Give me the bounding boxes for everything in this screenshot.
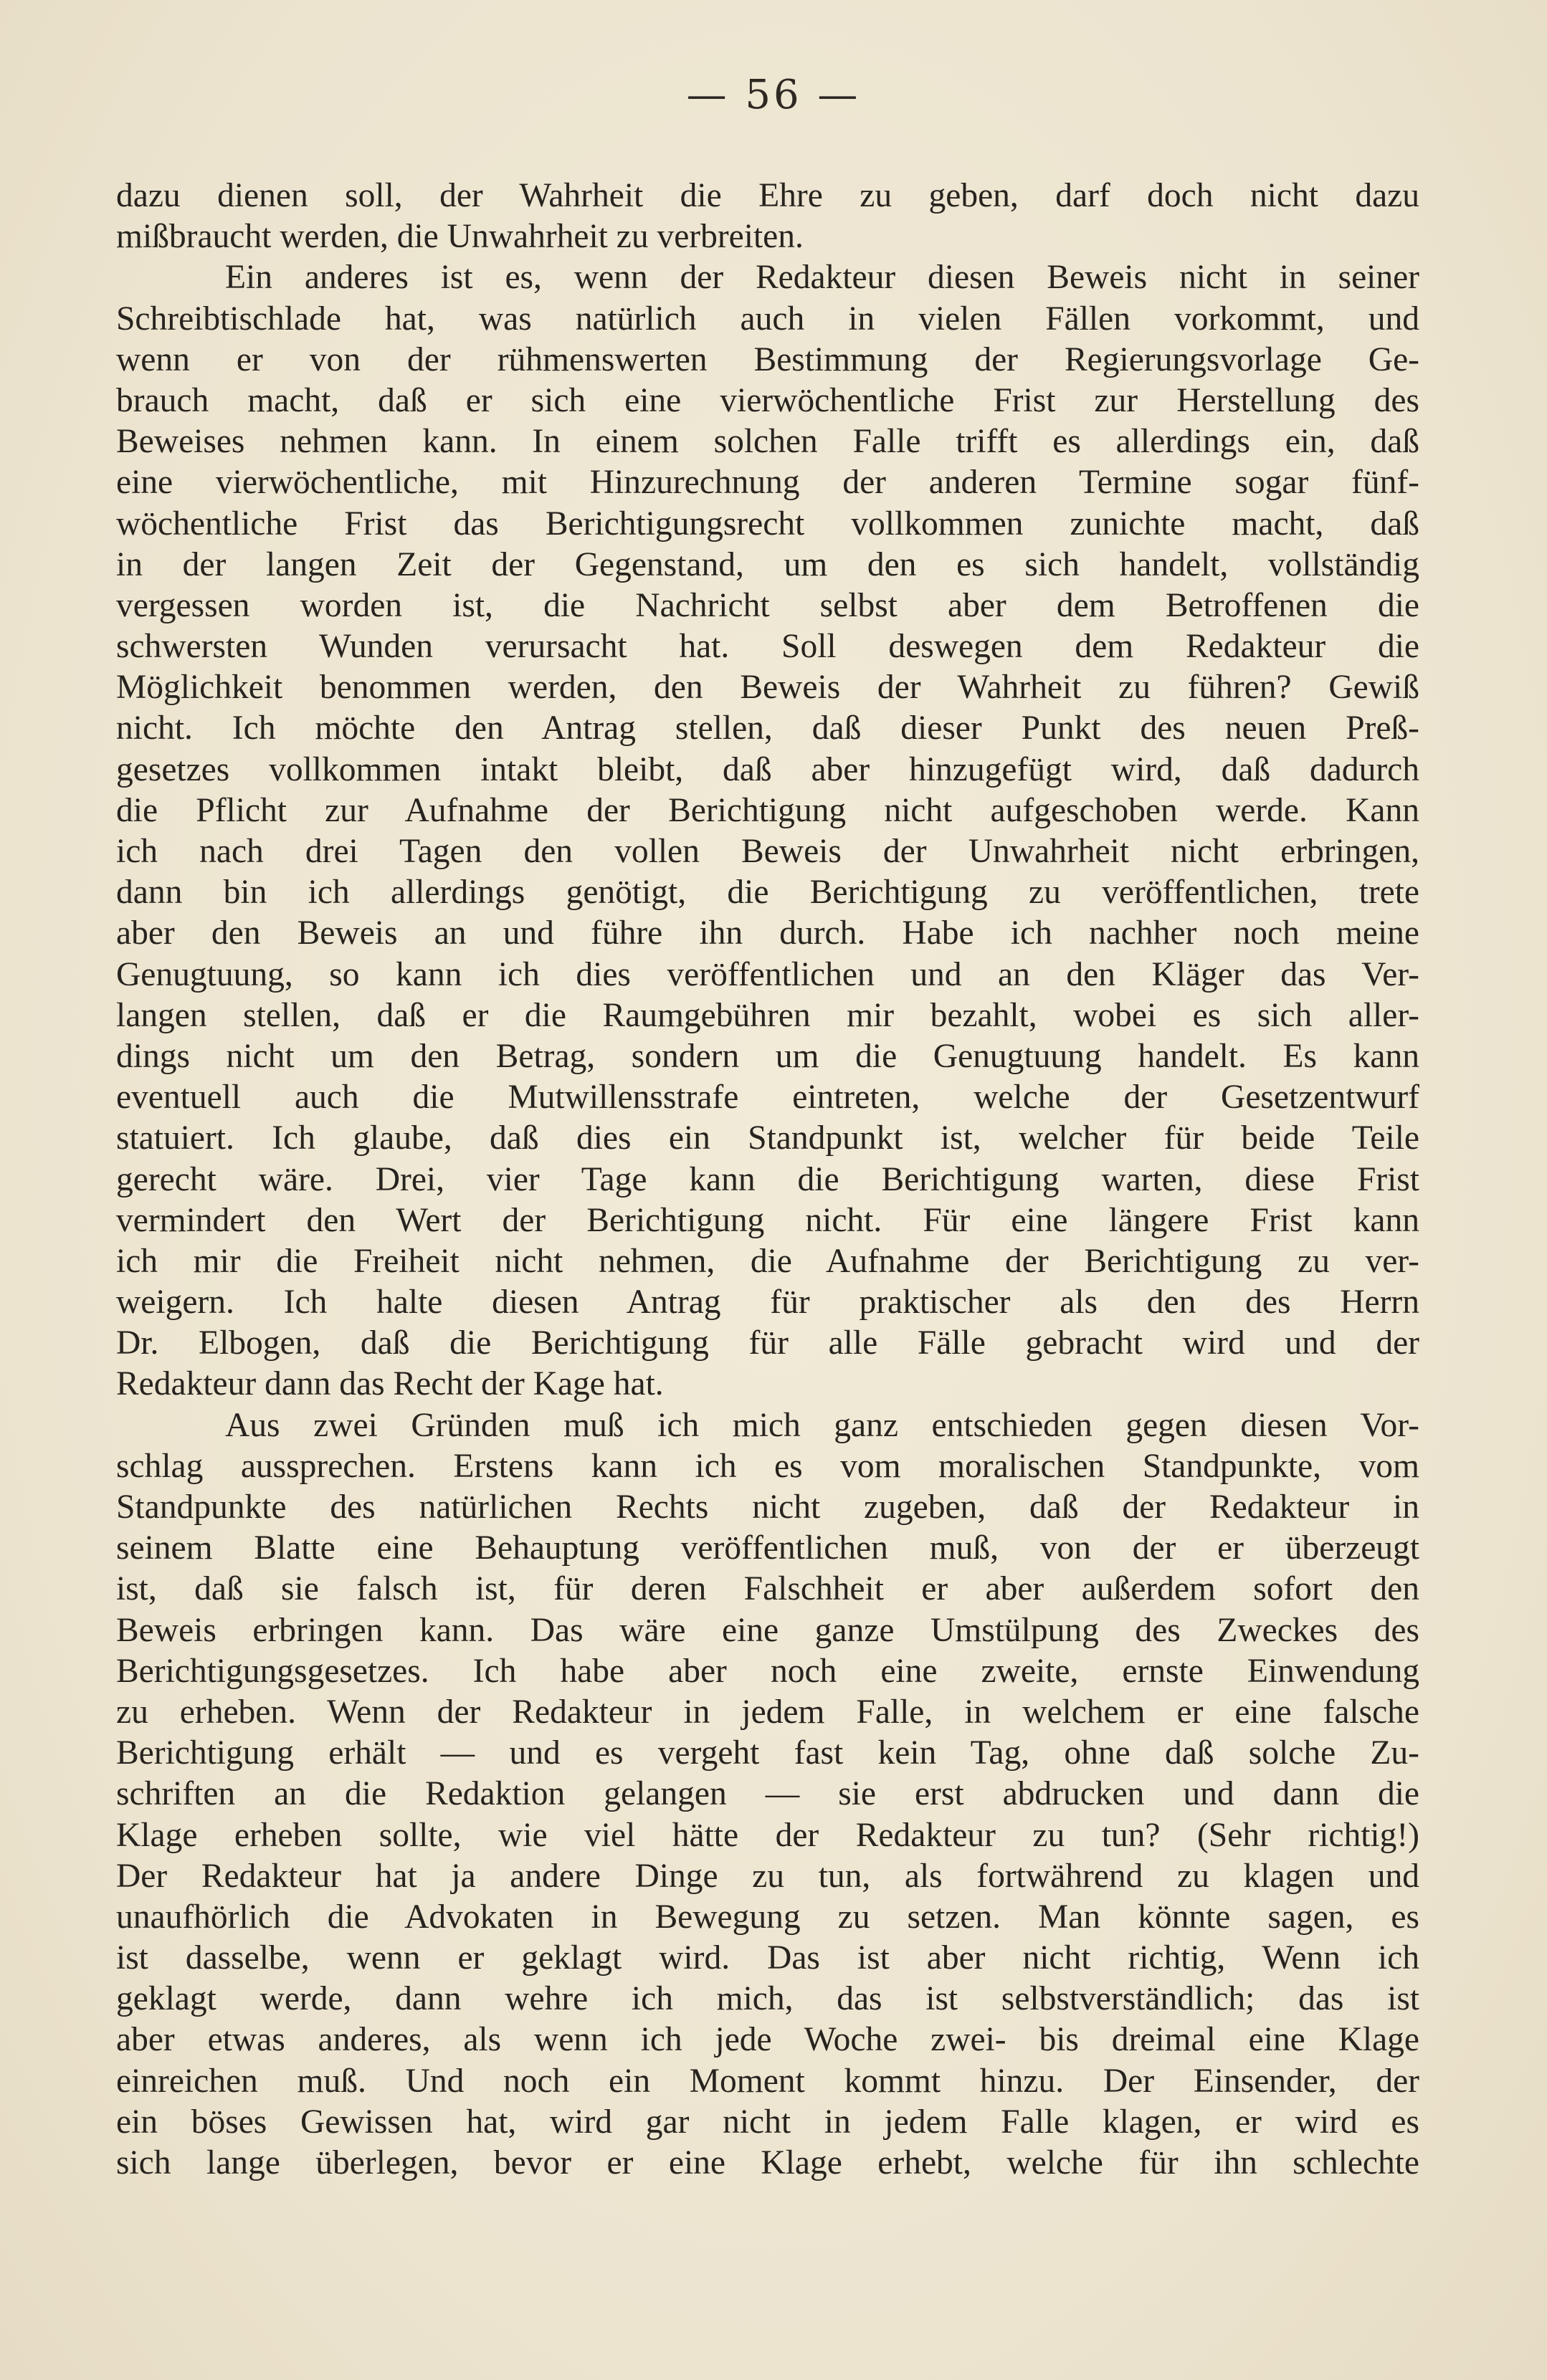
page-number: — 56 — bbox=[686, 72, 861, 118]
text-line: wenn er von der rühmenswerten Bestimmung der Regierungsvorlage Ge- bbox=[116, 340, 1419, 378]
text-line: einreichen muß. Und noch ein Moment kommt hinzu. Der Einsender, der bbox=[116, 2062, 1419, 2100]
text-line: dazu dienen soll, der Wahrheit die Ehre zu geben, darf doch nicht dazu bbox=[116, 177, 1419, 214]
text-line: brauch macht, daß er sich eine vierwöchentliche Frist zur Herstellung des bbox=[116, 381, 1419, 419]
text-line: ist, daß sie falsch ist, für deren Falschheit er aber außerdem sofort den bbox=[116, 1570, 1419, 1608]
text-line: aber etwas anderes, als wenn ich jede Woche zwei- bis dreimal eine Klage bbox=[116, 2021, 1419, 2059]
text-line: eventuell auch die Mutwillensstrafe eintreten, welche der Gesetzentwurf bbox=[116, 1079, 1419, 1117]
text-line: wöchentliche Frist das Berichtigungsrecht vollkommen zunichte macht, daß bbox=[116, 505, 1419, 543]
text-line: in der langen Zeit der Gegenstand, um den es sich handelt, vollständig bbox=[116, 545, 1419, 583]
text-line: seinem Blatte eine Behauptung veröffentlichen muß, von der er überzeugt bbox=[116, 1529, 1419, 1567]
body-text bbox=[116, 176, 1419, 2184]
text-line: ist dasselbe, wenn er geklagt wird. Das ist aber nicht richtig, Wenn ich bbox=[116, 1939, 1419, 1977]
text-line: vergessen worden ist, die Nachricht selbst aber dem Betroffenen die bbox=[116, 586, 1419, 624]
text-line: Genugtuung, so kann ich dies veröffentlichen und an den Kläger das Ver- bbox=[116, 955, 1419, 993]
text-line: Möglichkeit benommen werden, den Beweis der Wahrheit zu führen? Gewiß bbox=[116, 669, 1419, 707]
text-line: Beweises nehmen kann. In einem solchen Falle trifft es allerdings ein, daß bbox=[116, 423, 1419, 461]
text-line: statuiert. Ich glaube, daß dies ein Standpunkt ist, welcher für beide Teile bbox=[116, 1119, 1419, 1157]
text-line: Berichtigung erhält — und es vergeht fast kein Tag, ohne daß solche Zu- bbox=[116, 1734, 1419, 1772]
text-line: ich mir die Freiheit nicht nehmen, die Aufnahme der Berichtigung zu ver- bbox=[116, 1242, 1419, 1280]
text-line: unaufhörlich die Advokaten in Bewegung zu setzen. Man könnte sagen, es bbox=[116, 1898, 1419, 1936]
text-line: aber den Beweis an und führe ihn durch. Habe ich nachher noch meine bbox=[116, 914, 1419, 952]
text-line: vermindert den Wert der Berichtigung nicht. Für eine längere Frist kann bbox=[116, 1201, 1419, 1239]
text-line: Der Redakteur hat ja andere Dinge zu tun, als fortwährend zu klagen und bbox=[116, 1857, 1419, 1895]
text-line: schwersten Wunden verursacht hat. Soll deswegen dem Redakteur die bbox=[116, 628, 1419, 666]
text-line: Redakteur dann das Recht der Kage hat. bbox=[116, 1365, 664, 1403]
text-line: Standpunkte des natürlichen Rechts nicht zugeben, daß der Redakteur in bbox=[116, 1488, 1419, 1526]
text-line: Ein anderes ist es, wenn der Redakteur diesen Beweis nicht in seiner bbox=[225, 259, 1419, 297]
text-line: Schreibtischlade hat, was natürlich auch in vielen Fällen vorkommt, und bbox=[116, 300, 1419, 338]
text-line: mißbraucht werden, die Unwahrheit zu verbreiten. bbox=[116, 218, 804, 256]
text-line: nicht. Ich möchte den Antrag stellen, daß dieser Punkt des neuen Preß- bbox=[116, 709, 1419, 747]
text-line: schriften an die Redaktion gelangen — sie erst abdrucken und dann die bbox=[116, 1775, 1419, 1813]
text-line: Beweis erbringen kann. Das wäre eine ganze Umstülpung des Zweckes des bbox=[116, 1611, 1419, 1649]
text-line: dings nicht um den Betrag, sondern um die Genugtuung handelt. Es kann bbox=[116, 1037, 1419, 1075]
text-line: langen stellen, daß er die Raumgebühren mir bezahlt, wobei es sich aller- bbox=[116, 996, 1419, 1034]
text-line: weigern. Ich halte diesen Antrag für praktischer als den des Herrn bbox=[116, 1284, 1419, 1322]
text-line: dann bin ich allerdings genötigt, die Berichtigung zu veröffentlichen, trete bbox=[116, 874, 1419, 912]
text-line: geklagt werde, dann wehre ich mich, das ist selbstverständlich; das ist bbox=[116, 1980, 1419, 2018]
text-line: die Pflicht zur Aufnahme der Berichtigung nicht aufgeschoben werde. Kann bbox=[116, 791, 1419, 829]
text-line: gesetzes vollkommen intakt bleibt, daß aber hinzugefügt wird, daß dadurch bbox=[116, 750, 1419, 788]
text-line: ein böses Gewissen hat, wird gar nicht in jedem Falle klagen, er wird es bbox=[116, 2103, 1419, 2141]
text-line: eine vierwöchentliche, mit Hinzurechnung der anderen Termine sogar fünf- bbox=[116, 464, 1419, 502]
text-line: gerecht wäre. Drei, vier Tage kann die Berichtigung warten, diese Frist bbox=[116, 1160, 1419, 1198]
text-line: sich lange überlegen, bevor er eine Klage erhebt, welche für ihn schlechte bbox=[116, 2144, 1419, 2181]
text-line: Klage erheben sollte, wie viel hätte der Redakteur zu tun? (Sehr richtig!) bbox=[116, 1816, 1419, 1854]
text-line: Aus zwei Gründen muß ich mich ganz entschieden gegen diesen Vor- bbox=[225, 1406, 1419, 1444]
text-line: schlag aussprechen. Erstens kann ich es vom moralischen Standpunkte, vom bbox=[116, 1447, 1419, 1485]
text-line: Dr. Elbogen, daß die Berichtigung für alle Fälle gebracht wird und der bbox=[116, 1324, 1419, 1362]
text-line: zu erheben. Wenn der Redakteur in jedem Falle, in welchem er eine falsche bbox=[116, 1693, 1419, 1731]
text-line: Berichtigungsgesetzes. Ich habe aber noch eine zweite, ernste Einwendung bbox=[116, 1652, 1419, 1690]
text-line: ich nach drei Tagen den vollen Beweis der Unwahrheit nicht erbringen, bbox=[116, 833, 1419, 870]
